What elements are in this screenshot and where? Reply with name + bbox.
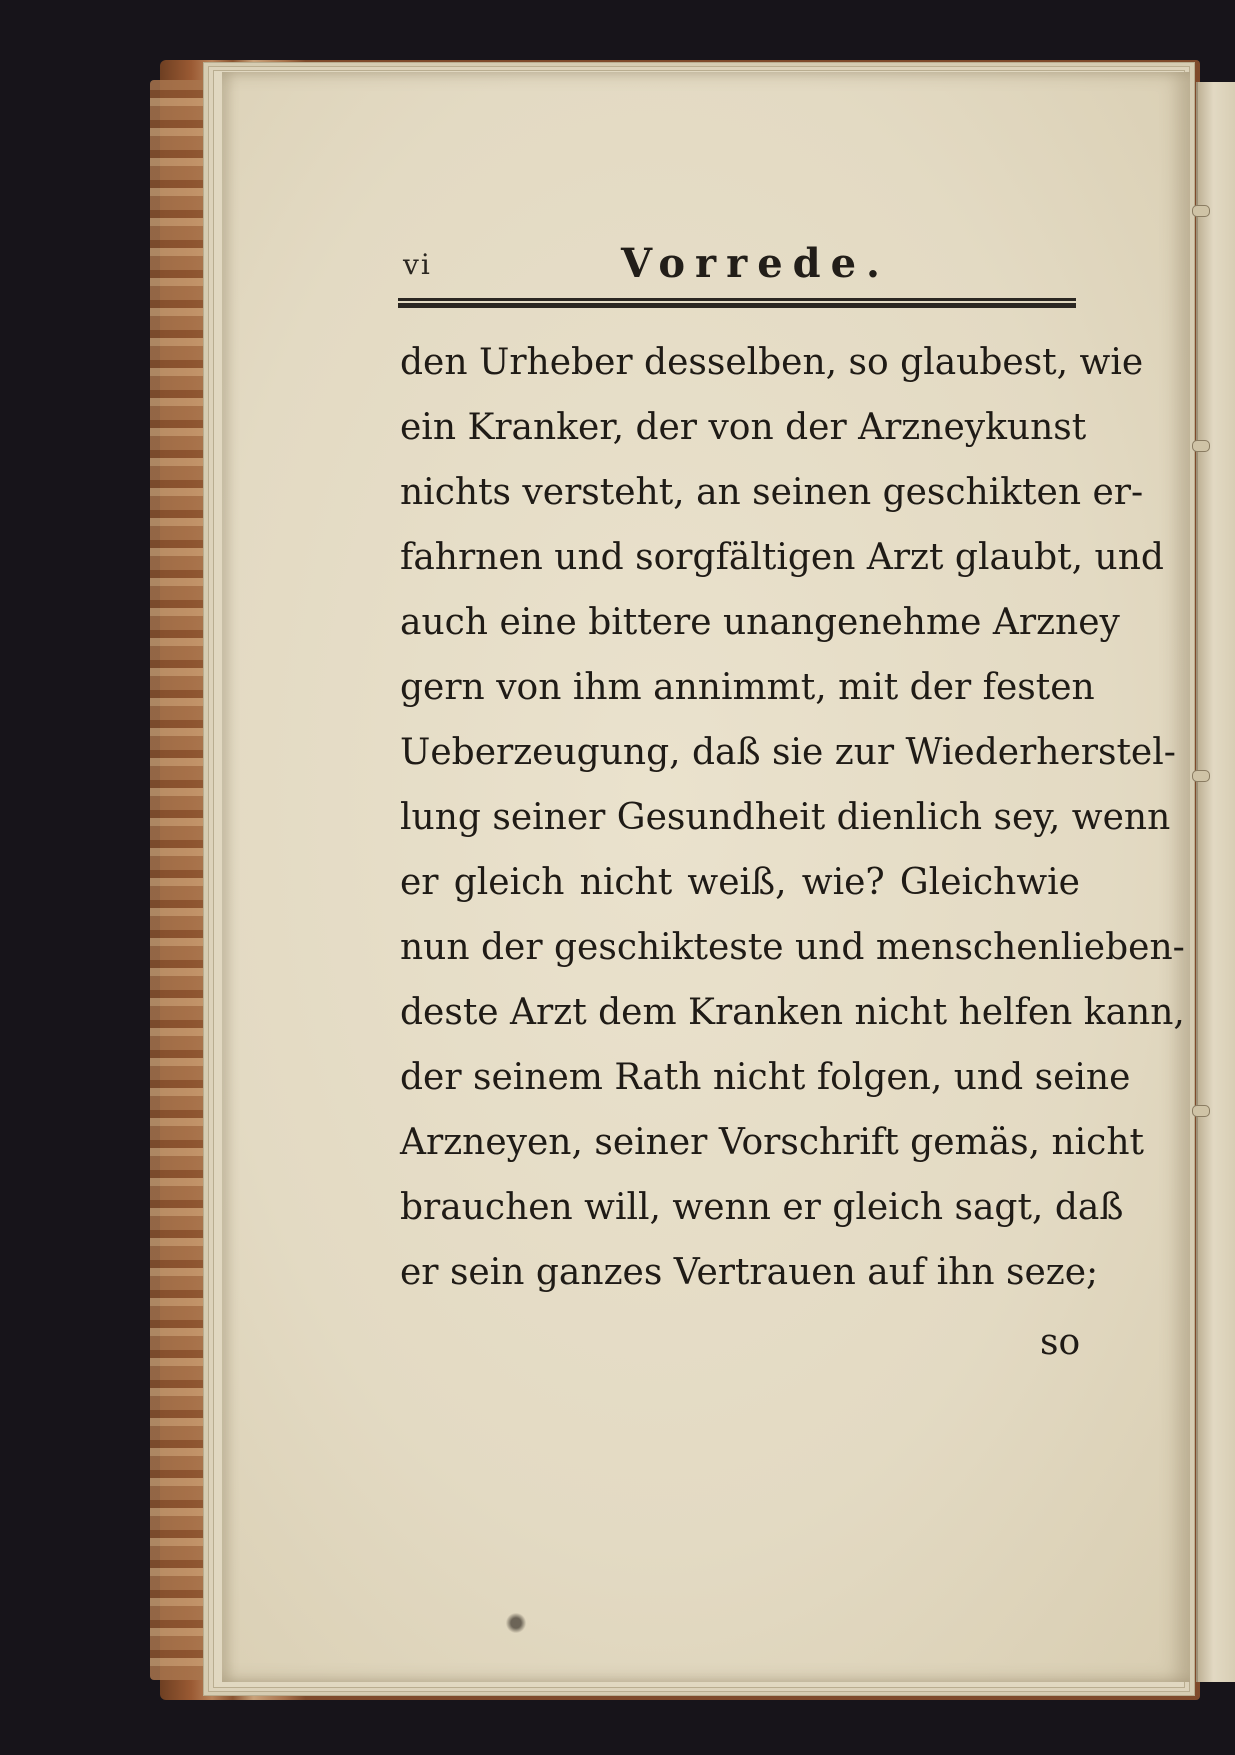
binding-stitch (1192, 205, 1210, 217)
text-line: Arzneyen, seiner Vorschrift gemäs, nicht (400, 1122, 1144, 1163)
body-text (400, 330, 1185, 1305)
binding-stitch (1192, 770, 1210, 782)
text-line: fahrnen und sorgfältigen Arzt glaubt, und (400, 537, 1164, 578)
page-header (403, 240, 1075, 290)
text-line: lung seiner Gesundheit dienlich sey, wenn (400, 797, 1171, 838)
text-line: nichts versteht, an seinen geschikten er- (400, 472, 1144, 513)
text-line: Ueberzeugung, daß sie zur Wiederherstel- (400, 732, 1176, 773)
text-line: gern von ihm annimmt, mit der festen (400, 667, 1095, 708)
header-rule (398, 298, 1076, 308)
text-line: ein Kranker, der von der Arzneykunst (400, 407, 1087, 448)
catchword: so (1040, 1322, 1081, 1363)
running-title: Vorrede. (621, 240, 890, 287)
page-number: vi (403, 248, 432, 281)
text-line: auch eine bittere unangenehme Arzney (400, 602, 1120, 643)
text-line: er sein ganzes Vertrauen auf ihn seze; (400, 1252, 1099, 1293)
binding-stitch (1192, 440, 1210, 452)
facing-page (1196, 82, 1235, 1682)
text-line: nun der geschikteste und menschenlieben- (400, 927, 1185, 968)
binding-stitch (1192, 1105, 1210, 1117)
text-line: der seinem Rath nicht folgen, und seine (400, 1057, 1131, 1098)
text-line: er gleich nicht weiß, wie? Gleichwie (400, 862, 1080, 903)
text-line: den Urheber desselben, so glaubest, wie (400, 342, 1144, 383)
text-line: brauchen will, wenn er gleich sagt, daß (400, 1187, 1124, 1228)
ink-smudge (505, 1610, 527, 1636)
text-line: deste Arzt dem Kranken nicht helfen kann, (400, 992, 1185, 1033)
